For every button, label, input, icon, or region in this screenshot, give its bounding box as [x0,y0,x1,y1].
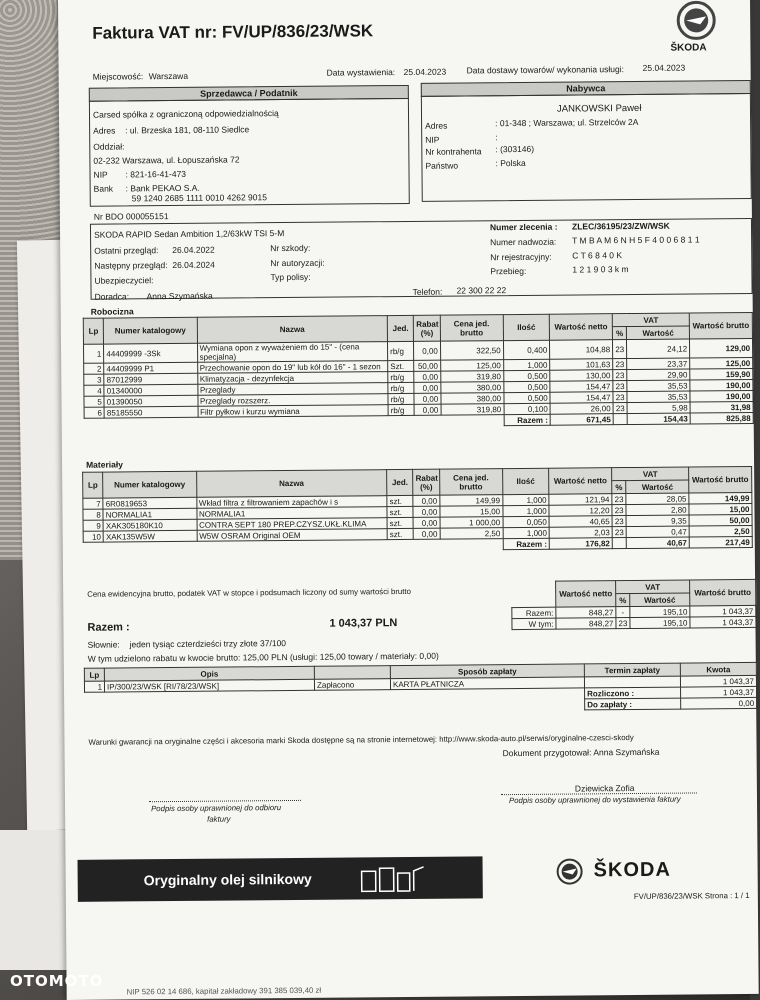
seller-bank: : Bank PEKAO S.A. [125,182,200,194]
brand-name: ŠKODA [670,42,707,54]
seller-nip: : 821-16-41-473 [125,168,187,180]
footer-skoda-logo-icon [556,857,584,885]
material-cell-qty: 0,050 [503,516,550,527]
summary-total-pct: - [616,607,630,618]
labor-cell-price: 319,80 [441,371,504,383]
summary-wtym-gross: 1 043,37 [690,616,756,628]
labor-cell-disc: 0,00 [414,371,440,382]
labor-cell-price: 380,00 [441,382,504,394]
col-discount: Rabat (%) [414,315,441,341]
seller-bdo: Nr BDO 000055151 [93,211,169,222]
pay-col-amount: Kwota [680,662,756,676]
labor-cell-pct: 23 [613,403,627,414]
seller-branch: 02-232 Warszawa, ul. Łopuszańska 72 [93,154,240,166]
last-review: 26.04.2022 [172,244,215,256]
mat-col-vat-value: Wartość [626,480,689,494]
labor-cell-qty: 0,500 [503,381,550,392]
labor-cell-qty: 0,100 [504,403,551,414]
seller-bank-label: Bank [93,183,114,194]
material-cell-price: 1 000,00 [440,517,503,529]
materials-section-title: Materiały [86,459,123,470]
material-cell-cat: NORMALIA1 [103,508,196,520]
material-cell-vat: 9,35 [626,515,689,527]
invoice-page [58,0,759,1000]
material-cell-disc: 0,00 [413,495,439,506]
issue-date: 25.04.2023 [403,66,447,77]
pay-desc: IP/300/23/WSK [RI/78/23/WSK] [104,679,314,692]
labor-cell-name [197,342,388,363]
labor-cell-unit: rb/g [388,393,414,404]
labor-cell-price: 380,00 [441,393,504,405]
labor-cell-lp: 4 [84,385,104,396]
settled-amount: 1 043,37 [681,686,757,698]
amount-in-words: jeden tysiąc czterdzieści trzy złote 37/100 [129,638,287,650]
labor-cell-vat: 29,90 [627,369,690,381]
labor-cell-pct: 23 [613,392,627,403]
material-cell-vat: 2,80 [626,504,689,516]
material-cell-net: 40,65 [549,516,612,528]
issuer-signature-label: Podpis osoby uprawnionej do wystawienia faktury [508,794,681,806]
material-sum-label: Razem : [503,538,550,549]
seller-account: 59 1240 2685 1111 0010 4262 9015 [131,192,267,204]
engine-oil-banner [78,856,483,902]
receiver-signature-label: Podpis osoby uprawnionej do odbioru [151,803,282,814]
material-cell-name: W5W OSRAM Original OEM [197,529,388,542]
material-cell-name: Wkład filtra z filtrowaniem zapachów i s [196,496,387,509]
buyer-nip-label: NIP [425,134,440,145]
buyer-address: : 01-348 ; Warszawa; ul. Strzelców 2A [495,116,639,129]
advisor-label: Doradca: [94,291,130,302]
grand-total: 1 043,37 PLN [329,617,398,630]
seller-address-label: Adres [93,125,116,136]
oil-bottles-icon [358,863,428,894]
material-cell-gross: 149,99 [689,492,752,504]
labor-cell-cat: 01390050 [104,395,197,407]
pay-method: KARTA PŁATNICZA [390,677,584,690]
summary-total-label: Razem: [512,607,556,618]
buyer-country-label: Państwo [425,160,459,171]
mat-col-lp: Lp [83,472,103,498]
labor-cell-disc: 0,00 [414,382,440,393]
labor-cell-unit: rb/g [388,341,415,360]
material-cell-name: NORMALIA1 [196,507,387,520]
sum-col-vat: VAT [616,580,690,594]
material-cell-lp: 10 [83,531,103,542]
labor-cell-price: 319,80 [441,404,504,416]
pay-col-term: Termin zapłaty [584,663,680,677]
advisor: Anna Szymańska [146,290,213,302]
labor-cell-qty: 0,500 [504,392,551,403]
materials-table [82,466,753,554]
mat-col-discount: Rabat (%) [413,469,440,495]
words-label: Słownie: [87,639,120,650]
labor-sum-net: 671,45 [550,414,613,426]
material-cell-pct: 23 [612,494,626,505]
material-cell-price: 149,99 [440,495,503,507]
price-note: Cena ewidencyjna brutto, podatek VAT w stopce i podsumach liczony od sumy wartości brutto [87,586,411,599]
invoice-title: Faktura VAT nr: FV/UP/836/23/WSK [92,21,374,43]
seller-name: Carsed spółka z ograniczoną odpowiedzialnością [92,108,279,120]
labor-cell-net: 26,00 [550,403,613,415]
labor-cell-gross: 190,00 [690,390,753,402]
discount-note: W tym udzielono rabatu w kwocie brutto: 125,00 PLN (usługi: 125,00 towary / materiały: 0,00) [87,650,439,664]
last-review-label: Ostatni przegląd: [94,245,159,256]
seller-header: Sprzedawca / Podatnik [89,85,409,102]
policy-label: Typ polisy: [270,271,311,283]
mat-col-net: Wartość netto [549,468,612,495]
labor-cell-unit: rb/g [388,404,414,415]
labor-cell-gross: 190,00 [690,379,753,391]
col-lp: Lp [83,318,103,344]
material-sum-net: 176,82 [549,538,612,550]
labor-cell-gross: 125,00 [690,357,753,369]
pay-col-lp: Lp [84,668,104,681]
labor-table [83,312,754,430]
labor-cell-lp: 5 [84,396,104,407]
phone-label: Telefon: [412,286,443,297]
labor-cell-disc: 0,00 [414,404,440,415]
labor-name-line1: Wymiana opon z wyważeniem do 15" - (cena [199,342,360,353]
material-cell-pct: 23 [612,516,626,527]
labor-sum-gross: 825,88 [690,412,753,424]
buyer-country: : Polska [495,157,526,169]
labor-cell-unit: Szt. [388,360,414,371]
material-cell-disc: 0,00 [413,517,439,528]
sum-col-net: Wartość netto [556,581,616,608]
mat-col-price: Cena jed. brutto [439,469,502,496]
col-name: Nazwa [197,316,388,344]
delivery-date: 25.04.2023 [642,62,686,73]
labor-cell-price: 322,50 [440,341,503,361]
material-cell-lp: 9 [83,520,103,531]
material-cell-unit: szt. [387,506,413,517]
buyer-nip: : [495,132,498,143]
banner-text: Oryginalny olej silnikowy [143,870,312,889]
seller-branch-label: Oddział: [93,141,125,152]
col-vat-value: Wartość [627,326,690,340]
summary-total-gross: 1 043,37 [690,605,756,617]
labor-cell-net: 130,00 [550,370,613,382]
labor-cell-name: Przeglady [197,383,388,396]
col-gross: Wartość brutto [689,312,752,339]
buyer-header: Nabywca [421,80,751,97]
labor-cell-cat: 01340000 [104,384,197,396]
mat-col-qty: Ilość [502,468,549,494]
delivery-label: Data dostawy towarów/ wykonania usługi: [466,64,625,76]
mat-col-unit: Jed. [387,469,414,495]
labor-cell-lp: 1 [84,344,104,363]
mileage-label: Przebieg: [490,265,527,277]
labor-cell-lp: 6 [84,407,104,418]
labor-cell-vat: 23,37 [627,358,690,370]
labor-cell-qty: 0,500 [503,370,550,381]
material-cell-cat: 6R0819653 [103,497,196,509]
phone: 22 300 22 22 [456,285,507,296]
labor-cell-pct: 23 [613,370,627,381]
labor-cell-vat: 35,53 [627,391,690,403]
mat-col-vat: VAT [612,467,689,481]
settled-label: Rozliczono : [585,687,681,699]
receiver-signature-label2: faktury [207,814,231,824]
material-cell-gross: 50,00 [689,514,752,526]
col-net: Wartość netto [549,314,612,341]
labor-cell-pct: 23 [613,359,627,370]
payment-table [84,662,757,715]
labor-cell-qty: 0,400 [503,340,550,359]
vin-label: Numer nadwozia: [490,236,557,248]
order-number: ZLEC/36195/23/ZW/WSK [571,220,670,232]
material-cell-price: 2,50 [440,528,503,540]
col-qty: Ilość [503,314,550,340]
footer-brand: ŠKODA [593,858,671,882]
seller-nip-label: NIP [93,169,108,180]
material-sum-gross: 217,49 [689,536,752,548]
otomoto-watermark: OTOMOTO [10,972,104,990]
mat-col-vat-pct: % [612,481,626,494]
material-cell-cat: XAK135W5W [103,530,196,542]
material-cell-net: 12,20 [549,505,612,517]
labor-cell-net: 154,47 [550,392,613,404]
buyer-name: JANKOWSKI Paweł [556,102,642,115]
reg-label: Nr rejestracyjny: [490,251,552,263]
labor-cell-disc: 0,00 [414,393,440,404]
buyer-address-label: Adres [425,120,448,131]
pay-col-method: Sposób zapłaty [390,664,584,679]
labor-cell-disc: 0,00 [414,341,441,360]
pay-col-desc: Opis [104,666,314,681]
summary-wtym-row [512,616,756,629]
material-cell-disc: 0,00 [414,528,440,539]
material-cell-qty: 1,000 [503,527,550,538]
labor-name-line2: specjalna) [199,352,237,362]
damage-label: Nr szkody: [270,242,311,254]
place-label: Miejscowość: [92,71,144,82]
pay-lp: 1 [84,681,104,692]
issuer-name: Dziewicka Zofia [574,782,635,794]
pay-status: Zapłacono [314,679,390,691]
labor-cell-name: Przechowanie opon do 19" lub kół do 16" - 1 sezon [197,361,388,374]
material-cell-qty: 1,000 [503,505,550,516]
material-cell-lp: 7 [83,498,103,509]
col-vat: VAT [612,313,689,327]
material-cell-pct: 23 [612,505,626,516]
prepared-by: Dokument przygotował: Anna Szymańska [502,746,660,759]
auth-label: Nr autoryzacji: [270,257,325,269]
material-cell-disc: 0,00 [413,506,439,517]
reg: C T 6 8 4 0 K [572,250,623,261]
material-cell-name: CONTRA SEPT 180 PREP.CZYSZ.UKŁ.KLIMA [197,518,388,531]
labor-cell-cat: 87012999 [104,373,197,385]
labor-cell-cat: 85185550 [104,406,197,418]
labor-cell-vat: 5,98 [627,402,690,414]
summary-wtym-pct: 23 [616,618,630,629]
mat-col-name: Nazwa [196,470,387,498]
labor-cell-vat: 35,53 [627,380,690,392]
labor-cell-cat: 44409999 -3Sk [104,343,197,363]
labor-cell-vat: 24,12 [627,339,690,359]
labor-sum-label: Razem : [504,414,551,425]
due-amount: 0,00 [681,697,757,709]
seller-address: : ul. Brzeska 181, 08-110 Siedlce [125,124,250,136]
background-sheet-lower [0,830,70,970]
material-sum-vat: 40,67 [626,537,689,549]
material-cell-net: 121,94 [549,494,612,506]
summary-total-vat: 195,10 [630,606,690,618]
labor-sum-vat: 154,43 [627,413,690,425]
skoda-logo-icon [676,0,716,40]
next-review-label: Następny przegląd: [94,260,168,271]
buyer-contractor: : (303146) [495,143,535,155]
labor-cell-net: 104,88 [550,340,613,360]
labor-cell-disc: 50,00 [414,360,440,371]
labor-cell-gross: 129,00 [690,338,753,358]
place-value: Warszawa [148,70,189,82]
labor-cell-gross: 31,98 [690,401,753,413]
labor-cell-lp: 2 [84,363,104,374]
material-cell-unit: szt. [387,528,413,539]
order-label: Numer zlecenia : [489,221,558,233]
labor-cell-unit: rb/g [388,382,414,393]
vehicle-model: SKODA RAPID Sedan Ambition 1,2/63kW TSI 5-M [94,228,285,240]
material-cell-net: 2,03 [549,527,612,539]
material-cell-gross: 15,00 [689,503,752,515]
insurer-label: Ubezpieczyciel: [94,275,154,286]
vin: T M B A M 6 N H 5 F 4 0 0 6 8 1 1 [572,234,700,246]
summary-total-net: 848,27 [556,607,616,619]
grand-total-label: Razem : [87,621,130,634]
summary-wtym-net: 848,27 [556,618,616,630]
labor-cell-lp: 3 [84,374,104,385]
material-cell-cat: XAK305180K10 [103,519,196,531]
material-cell-vat: 28,05 [626,493,689,505]
material-cell-unit: szt. [387,495,413,506]
labor-section-title: Robocizna [90,306,134,317]
col-vat-pct: % [612,327,626,340]
labor-cell-cat: 44409999 P1 [104,362,197,374]
col-catalog: Numer katalogowy [104,317,197,344]
company-registration: NIP 526 02 14 686, kapitał zakładowy 391 385 039,40 zł [126,985,322,997]
material-cell-unit: szt. [387,517,413,528]
mileage: 1 2 1 9 0 3 k m [572,264,629,275]
sum-col-gross: Wartość brutto [690,579,756,606]
material-cell-gross: 2,50 [689,525,752,537]
labor-cell-pct: 23 [613,381,627,392]
material-cell-qty: 1,000 [502,494,549,505]
labor-cell-gross: 159,90 [690,368,753,380]
labor-cell-pct: 23 [613,340,627,359]
labor-cell-name: Klimatyzacja - dezynfekcja [197,372,388,385]
summary-wtym-vat: 195,10 [630,617,690,629]
labor-cell-price: 125,00 [440,360,503,372]
material-cell-vat: 0,47 [626,526,689,538]
material-cell-lp: 8 [83,509,103,520]
labor-cell-net: 101,63 [550,359,613,371]
labor-cell-unit: rb/g [388,371,414,382]
summary-wtym-label: W tym: [512,618,556,629]
labor-cell-name: Filtr pyłkow i kurzu wymiana [198,405,389,418]
buyer-contractor-label: Nr kontrahenta [425,146,482,157]
sum-col-vat-value: Wartość [630,593,690,607]
due-label: Do zapłaty : [585,698,681,710]
col-unit: Jed. [387,315,414,341]
warranty-note: Warunki gwarancji na oryginalne części i akcesoria marki Skoda dostępne są na stronie internetowej: http://www.skoda-auto.pl/serwis/oryginalne-czesci-skody [88,733,634,747]
vat-summary-table [511,579,756,630]
receiver-signature-line [149,800,301,802]
pay-amount: 1 043,37 [680,675,756,687]
mat-col-gross: Wartość brutto [689,466,752,493]
col-price: Cena jed. brutto [440,315,503,342]
material-cell-price: 15,00 [440,506,503,518]
labor-cell-name: Przeglady rozszerz. [197,394,388,407]
labor-cell-net: 154,47 [550,381,613,393]
sum-col-pct: % [616,594,630,607]
material-cell-pct: 23 [612,527,626,538]
next-review: 26.04.2024 [172,259,215,271]
page-number: FV/UP/836/23/WSK Strona : 1 / 1 [633,890,750,902]
labor-cell-qty: 1,000 [503,359,550,370]
mat-col-catalog: Numer katalogowy [103,471,196,498]
issue-label: Data wystawienia: [326,67,396,78]
